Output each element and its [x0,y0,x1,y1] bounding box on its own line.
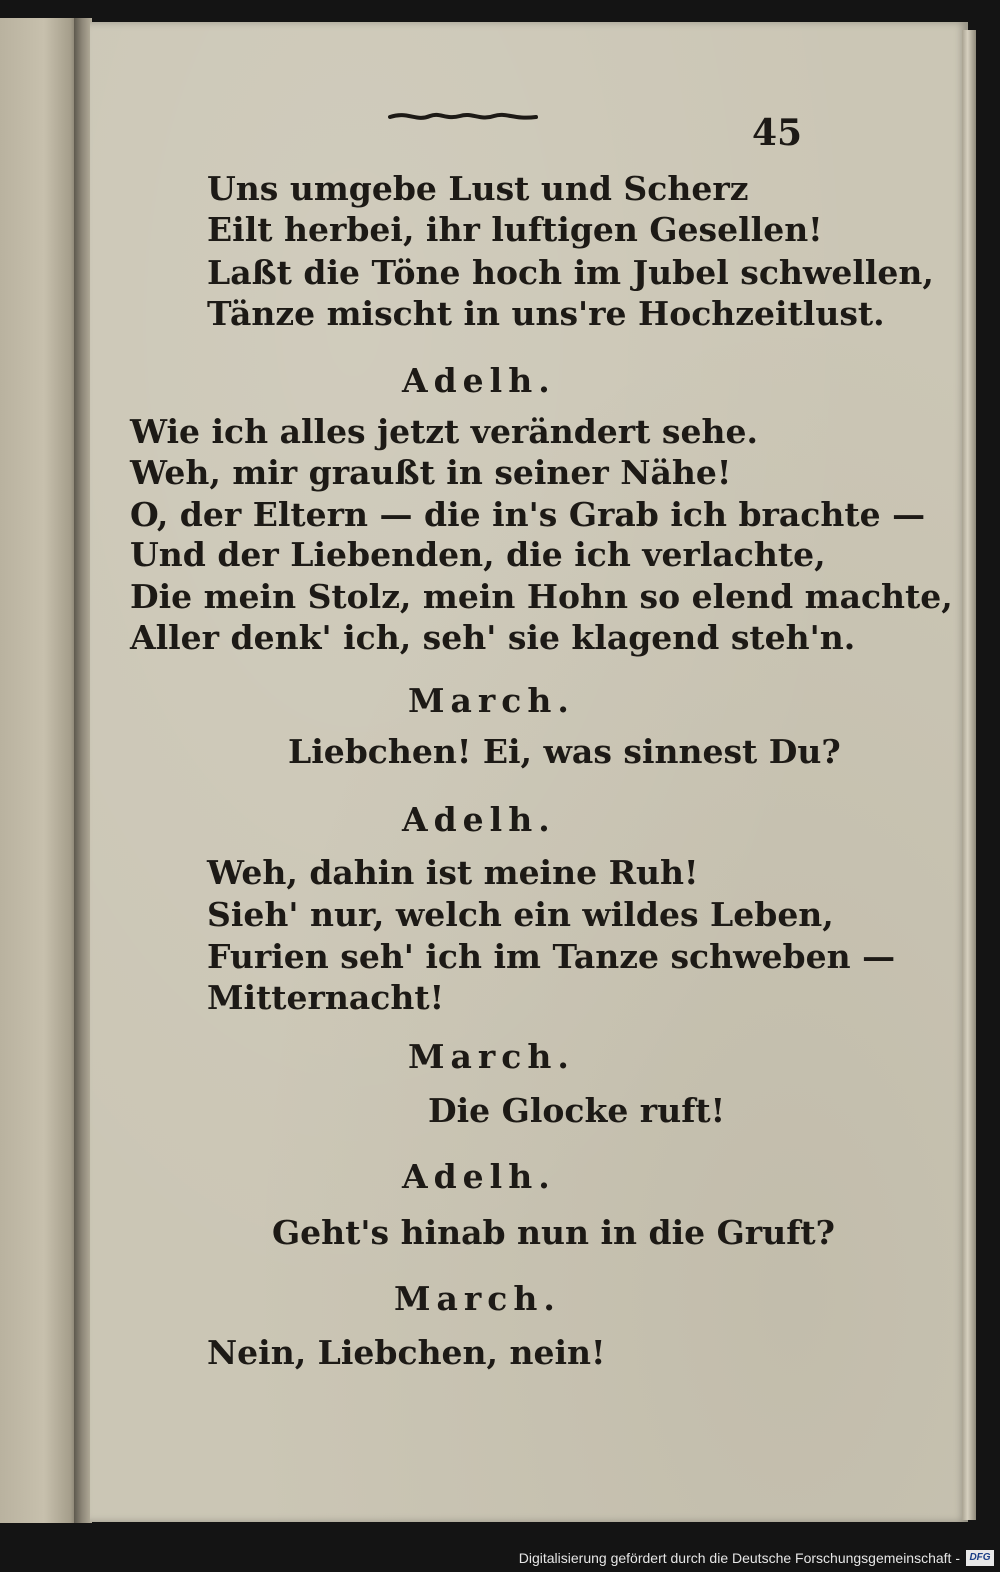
verse-line: Nein, Liebchen, nein! [207,1333,606,1372]
verse-line: Tänze mischt in uns're Hochzeitlust. [207,294,885,333]
verse-line: Wie ich alles jetzt verändert sehe. [130,412,758,451]
verse-line: Sieh' nur, welch ein wildes Leben, [207,895,834,934]
speaker-name: Adelh. [402,1157,556,1196]
facing-page [0,18,80,1523]
verse-line: Weh, dahin ist meine Ruh! [207,853,699,892]
verse-line: Geht's hinab nun in die Gruft? [272,1213,835,1252]
digitization-footer [0,1548,1000,1572]
funding-credit: Digitalisierung gefördert durch die Deutsche Forschungsgemeinschaft - [518,1550,960,1566]
speaker-name: March. [408,1037,575,1076]
verse-line: Laßt die Töne hoch im Jubel schwellen, [207,253,934,292]
verse-line: O, der Eltern — die in's Grab ich brachte — [130,495,926,534]
verse-line: Weh, mir graußt in seiner Nähe! [130,453,732,492]
verse-line: Aller denk' ich, seh' sie klagend steh'n. [130,618,856,657]
page-edge [962,30,976,1520]
verse-line: Eilt herbei, ihr luftigen Gesellen! [207,210,823,249]
verse-line: Mitternacht! [207,978,445,1017]
verse-line: Furien seh' ich im Tanze schweben — [207,937,896,976]
verse-line: Die Glocke ruft! [428,1091,726,1130]
dfg-logo-icon: DFG [966,1550,994,1566]
decorative-rule-ornament-icon [388,108,538,124]
verse-line: Liebchen! Ei, was sinnest Du? [288,732,841,771]
verse-line: Und der Liebenden, die ich verlachte, [130,535,826,574]
verse-line: Uns umgebe Lust und Scherz [207,169,749,208]
speaker-name: March. [394,1279,561,1318]
speaker-name: March. [408,681,575,720]
speaker-name: Adelh. [402,361,556,400]
speaker-name: Adelh. [402,800,556,839]
verse-line: Die mein Stolz, mein Hohn so elend machte, [130,577,953,616]
page-number: 45 [752,112,803,154]
